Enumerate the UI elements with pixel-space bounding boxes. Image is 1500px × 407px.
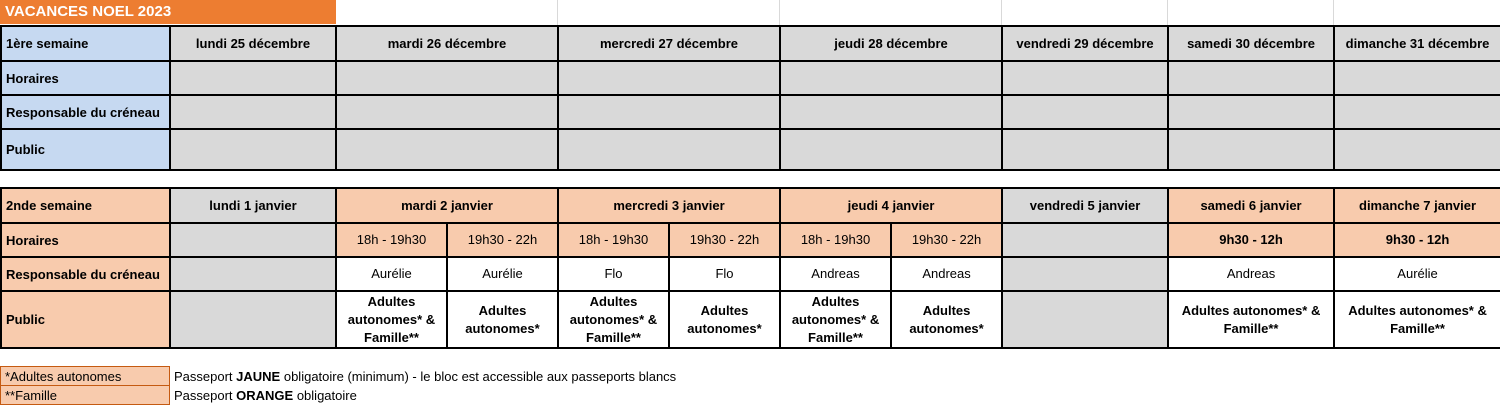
week2-row-label-hours[interactable]: Horaires [1,223,170,257]
legend-strong: JAUNE [236,368,281,384]
week2-day-dimanche[interactable]: dimanche 7 janvier [1334,188,1500,223]
week1-cell[interactable] [1334,129,1500,170]
public-cell[interactable]: Adultes autonomes* [447,291,558,348]
hours-cell[interactable]: 19h30 - 22h [669,223,780,257]
resp-cell[interactable]: Aurélie [1334,257,1500,291]
public-cell[interactable]: Adultes autonomes* [891,291,1002,348]
week1-day-jeudi[interactable]: jeudi 28 décembre [780,26,1002,61]
week2-public-row [1,291,1500,348]
week1-day-mercredi[interactable]: mercredi 27 décembre [558,26,780,61]
week1-cell[interactable] [336,95,558,129]
legend-row [1,367,681,386]
gridline [1001,0,1002,28]
week1-row-label-public[interactable]: Public [1,129,170,170]
week1-public-row [1,129,1500,170]
hours-cell[interactable]: 9h30 - 12h [1334,223,1500,257]
hours-cell[interactable]: 18h - 19h30 [780,223,891,257]
week1-cell[interactable] [170,61,336,95]
week2-row-label-public[interactable]: Public [1,291,170,348]
week1-cell[interactable] [780,61,1002,95]
week1-header-row [1,26,1500,61]
week2-cell-empty[interactable] [170,223,336,257]
week1-cell[interactable] [558,61,780,95]
week2-cell-empty[interactable] [170,291,336,348]
week2-hours-row [1,223,1500,257]
hours-cell[interactable]: 19h30 - 22h [891,223,1002,257]
public-cell[interactable]: Adultes autonomes* & Famille** [1334,291,1500,348]
public-cell[interactable]: Adultes autonomes* [669,291,780,348]
week1-cell[interactable] [336,61,558,95]
week1-day-dimanche[interactable]: dimanche 31 décembre [1334,26,1500,61]
resp-cell[interactable]: Andreas [780,257,891,291]
public-cell[interactable]: Adultes autonomes* & Famille** [558,291,669,348]
week2-day-samedi[interactable]: samedi 6 janvier [1168,188,1334,223]
sheet-title[interactable]: VACANCES NOEL 2023 [0,0,336,24]
week1-cell[interactable] [336,129,558,170]
resp-cell[interactable]: Andreas [891,257,1002,291]
week2-header-row [1,188,1500,223]
week1-cell[interactable] [780,95,1002,129]
week1-cell[interactable] [1002,129,1168,170]
legend-text: Passeport [174,387,237,403]
week2-day-vendredi[interactable]: vendredi 5 janvier [1002,188,1168,223]
legend-strong: ORANGE [236,387,294,403]
week1-cell[interactable] [780,129,1002,170]
hours-cell[interactable]: 18h - 19h30 [558,223,669,257]
week1-day-lundi[interactable]: lundi 25 décembre [170,26,336,61]
week2-day-mardi[interactable]: mardi 2 janvier [336,188,558,223]
week1-cell[interactable] [1002,61,1168,95]
week1-cell[interactable] [1168,61,1334,95]
hours-cell[interactable]: 18h - 19h30 [336,223,447,257]
gridline [1333,0,1334,28]
resp-cell[interactable]: Aurélie [447,257,558,291]
week1-day-vendredi[interactable]: vendredi 29 décembre [1002,26,1168,61]
week1-cell[interactable] [1168,129,1334,170]
week1-hours-row [1,61,1500,95]
legend-text: obligatoire [293,387,357,403]
week2-day-lundi[interactable]: lundi 1 janvier [170,188,336,223]
week2-cell-empty[interactable] [170,257,336,291]
resp-cell[interactable]: Flo [558,257,669,291]
week1-cell[interactable] [1334,61,1500,95]
legend-key-famille[interactable]: **Famille [1,386,170,405]
week1-resp-row [1,95,1500,129]
hours-cell[interactable]: 19h30 - 22h [447,223,558,257]
legend-row [1,386,681,405]
week1-cell[interactable] [1168,95,1334,129]
week2-table [0,187,1500,349]
legend-table [0,366,681,405]
hours-cell[interactable]: 9h30 - 12h [1168,223,1334,257]
week2-resp-row [1,257,1500,291]
week2-row-label-resp[interactable]: Responsable du créneau [1,257,170,291]
week2-day-jeudi[interactable]: jeudi 4 janvier [780,188,1002,223]
public-cell[interactable]: Adultes autonomes* & Famille** [780,291,891,348]
week1-cell[interactable] [558,129,780,170]
public-cell[interactable]: Adultes autonomes* & Famille** [1168,291,1334,348]
week2-day-mercredi[interactable]: mercredi 3 janvier [558,188,780,223]
resp-cell[interactable]: Flo [669,257,780,291]
resp-cell[interactable]: Aurélie [336,257,447,291]
week2-cell-empty[interactable] [1002,257,1168,291]
week2-cell-empty[interactable] [1002,291,1168,348]
resp-cell[interactable]: Andreas [1168,257,1334,291]
week2-label[interactable]: 2nde semaine [1,188,170,223]
legend-text: Passeport [174,368,237,384]
week1-row-label-resp[interactable]: Responsable du créneau [1,95,170,129]
public-cell[interactable]: Adultes autonomes* & Famille** [336,291,447,348]
week1-day-mardi[interactable]: mardi 26 décembre [336,26,558,61]
week1-cell[interactable] [1002,95,1168,129]
gridline [1167,0,1168,28]
gridline [779,0,780,28]
week1-day-samedi[interactable]: samedi 30 décembre [1168,26,1334,61]
week1-cell[interactable] [1334,95,1500,129]
legend-text: obligatoire (minimum) - le bloc est accessible aux passeports blancs [280,368,677,384]
gridline [557,0,558,28]
legend-value-adultes[interactable] [170,367,681,386]
legend-value-famille[interactable] [170,386,681,405]
week1-label[interactable]: 1ère semaine [1,26,170,61]
week1-cell[interactable] [170,129,336,170]
legend-key-adultes[interactable]: *Adultes autonomes [1,367,170,386]
week1-table [0,25,1500,171]
week1-cell[interactable] [558,95,780,129]
week1-cell[interactable] [170,95,336,129]
week2-cell-empty[interactable] [1002,223,1168,257]
week1-row-label-hours[interactable]: Horaires [1,61,170,95]
